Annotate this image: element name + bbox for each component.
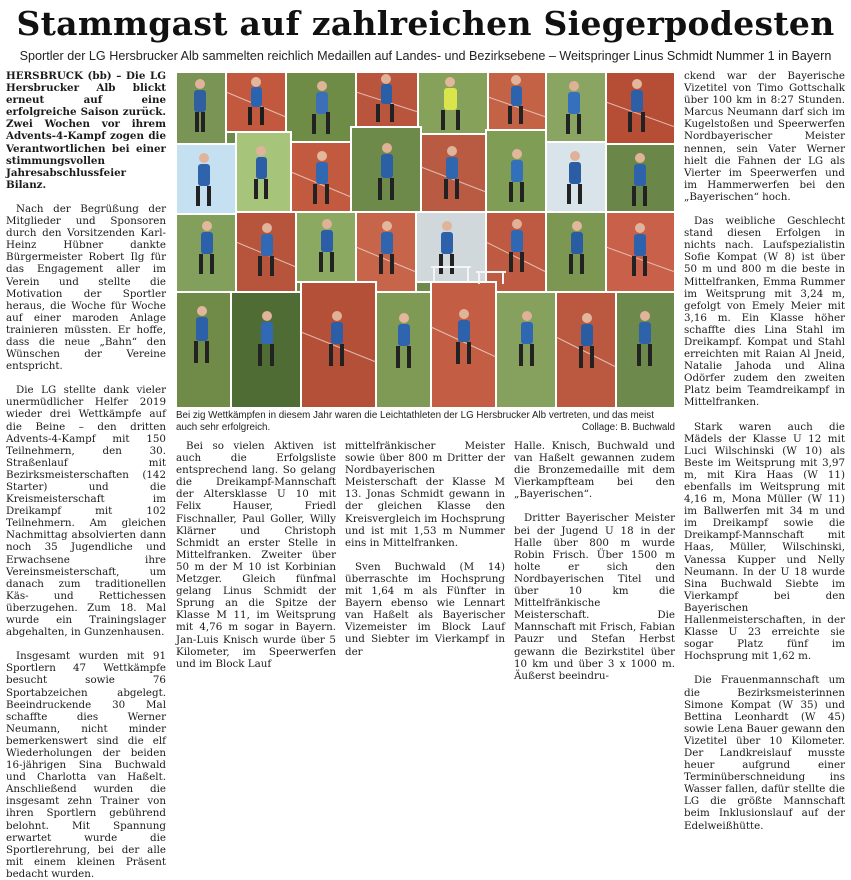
article-paragraph: Stark waren auch die Mädels der Klasse U 12 mit Luci Wilschinski (W 10) als Beste im Weitsprung mit 3,97 m, mit Kira Haas (W 11) ebenfalls im Weitsprung mit 4,16 m, Mona Müller (W 11) im Ballwerfen mit 34 m und im Dreikampf sowie die Dreikampf-Mannschaft mit Haas, Müller, Wilschinski, Vanessa Kupper und Nelly Neumann. In der U 18 wurde Sina Buchwald Siebte im Vierkampf bei den Bayerischen Hallenmeisterschaften, in der Klasse U 23 erreichte sie sogar Platz fünf im Hochsprung mit 1,62 m. (684, 420, 845, 663)
article-column-2 (176, 440, 336, 670)
photo-credit: Collage: B. Buchwald (581, 422, 675, 433)
article-paragraph: Das weibliche Geschlecht stand diesen Erfolgen in nichts nach. Laufspezialistin Sofie Kompat (W 8) ist über 50 m und 800 m die beste in Mittelfranken, Emma Rummer im Weitsprung mit 3,24 m, gefolgt von Emely Meier mit 3,16 m. Ein Klasse höher schaffte dies Lina Stahl im Dreikampf. Kompat und Stahl erreichten mit Raian Al Jneid, Natalie Jahoda und Alina Odörfer zudem den zweiten Platz beim Teamdreikampf in Mittelfranken. (684, 215, 845, 409)
collage-graphic (176, 72, 675, 408)
article-paragraph: Die Frauenmannschaft um die Bezirksmeisterinnen Simone Kompat (W 35) und Bettina Leonhardt (W 45) sowie Lena Bauer gewann den Vizetitel über 10 Kilometer. Der Landkreislauf musste heuer aufgrund einer Terminüberschneidung ins Wasser fallen, dafür stellte die LG die größte Mannschaft beim Inklusionslauf auf der Edelweißhütte. (684, 674, 845, 832)
photo-caption (176, 410, 675, 434)
article-paragraph: Sven Buchwald (M 14) überraschte im Hochsprung mit 1,64 m als Fünfter in Bayern ebenso wie Lennart van Haßelt als Bayerischer Vizemeister im Block Lauf und Siebter im Vierkampf in der (345, 560, 505, 658)
caption-text: Bei zig Wettkämpfen in diesem Jahr waren die Leichtathleten der LG Hersbrucker Alb vertreten, und das meist auch sehr erfolgreich. (176, 410, 654, 433)
article-paragraph: Insgesamt wurden mit 91 Sportlern 47 Wettkämpfe besucht sowie 76 Sportabzeichen abgelegt. Beeindruckende 30 Mal schaffte dies Werner Neumann, nicht minder bemerkenswert sind die elf Wiederholungen der beiden 16-jährigen Sina Buchwald und Charlotta van Haßelt. Anschließend wurden die insgesamt zehn Trainer von ihren Sportlern gebührend belohnt. Mit Spannung erwartet wurde die Sportlerehrung, bei der alle mit einem kleinen Präsent bedacht wurden. (6, 650, 166, 880)
article-paragraph: Bei so vielen Aktiven ist auch die Erfolgsliste entsprechend lang. So gelang die Dreikampf-Mannschaft der Altersklasse U 10 mit Felix Hauser, Friedl Fischnaller, Paul Goller, Willy Klärner und Christoph Schmidt an erster Stelle in Mittelfranken. Zweiter über 50 m der M 10 ist Korbinian Metzger. Gleich fünfmal gelang Linus Schmidt der Sprung an die Spitze der Klasse M 11, im Weitsprung mit 4,76 m sogar in Bayern. Jan-Luis Knisch wurde über 5 Kilometer, im Speerwerfen und im Block Lauf (176, 440, 336, 670)
article-paragraph: Die LG stellte dank vieler unermüdlicher Helfer 2019 wieder drei Wettkämpfe auf die Beine – den dritten Advents-4-Kampf mit 150 Teilnehmern, den 30. Straßenlauf mit Bezirksmeisterschaften (142 Starter) und die Kreismeisterschaft im Dreikampf mit 102 Teilnehmern. Am gleichen Nachmittag absolvierten dann noch 35 Jugendliche und Erwachsene ihre Vereinsmeisterschaft, um danach zum traditionellen Käs- und Rettichessen überzugehen. Zum 18. Mal wurde ein Trainingslager abgehalten, in Gunzenhausen. (6, 384, 166, 639)
article-paragraph: ckend war der Bayerische Vizetitel von Timo Gottschalk über 100 km in 8:27 Stunden. Marcus Neumann darf sich im Kugelstoßen und Speerwerfen Nordbayerischer Meister nennen, sein Vater Werner hielt die Fahnen der LG als Vierter im Speerwerfen und im Hammerwerfen bei den „Bayerischen“ hoch. (684, 70, 845, 203)
article-lead: HERSBRUCK (bb) – Die LG Hersbrucker Alb blickt erneut auf eine erfolgreiche Saison zurück. Zwei Wochen vor ihrem Advents-4-Kampf zogen die Verantwortlichen bei einer stimmungsvollen Jahresabschlussfeier Bilanz. (6, 70, 166, 191)
article-column-5 (684, 70, 845, 832)
article-paragraph: Dritter Bayerischer Meister bei der Jugend U 18 in der Halle über 800 m wurde Robin Frisch. Über 1500 m holte er sich den Nordbayerischen Titel und über 10 km die Mittelfränkische Meisterschaft. Die Mannschaft mit Frisch, Fabian Pauzr und Stefan Herbst gewann die Bezirkstitel über 10 km und über 3 x 1000 m. Äußerst beeindru- (514, 512, 675, 682)
headline: Stammgast auf zahlreichen Siegerpodesten (16, 4, 835, 43)
photo-collage (176, 72, 675, 408)
subline: Sportler der LG Hersbrucker Alb sammelten reichlich Medaillen auf Landes- und Bezirksebene – Weitspringer Linus Schmidt Nummer 1 in Bayern (19, 49, 832, 63)
article-column-3 (345, 440, 505, 658)
article-column-1 (6, 70, 166, 880)
article-paragraph: Halle. Knisch, Buchwald und van Haßelt gewannen zudem die Bronzemedaille mit dem Vierkampfteam bei den „Bayerischen“. (514, 440, 675, 501)
article-paragraph: mittelfränkischer Meister sowie über 800 m Dritter der Nordbayerischen Meisterschaft der Klasse M 13. Jonas Schmidt gewann in der gleichen Klasse den Kreisvergleich im Hochsprung und ist mit 1,53 m Nummer eins in Mittelfranken. (345, 440, 505, 549)
article-column-4 (514, 440, 675, 682)
article-paragraph: Nach der Begrüßung der Mitglieder und Sponsoren durch den Vorsitzenden Karl-Heinz Hübner dankte Bürgermeister Robert Ilg für das Engagement aller im Verein und stellte die Motivation der Sportler heraus, die Woche für Woche auf einer maroden Anlage trainieren müssten. Er hoffe, dass die neue „Bahn“ den Wünschen der Vereine entspricht. (6, 202, 166, 373)
